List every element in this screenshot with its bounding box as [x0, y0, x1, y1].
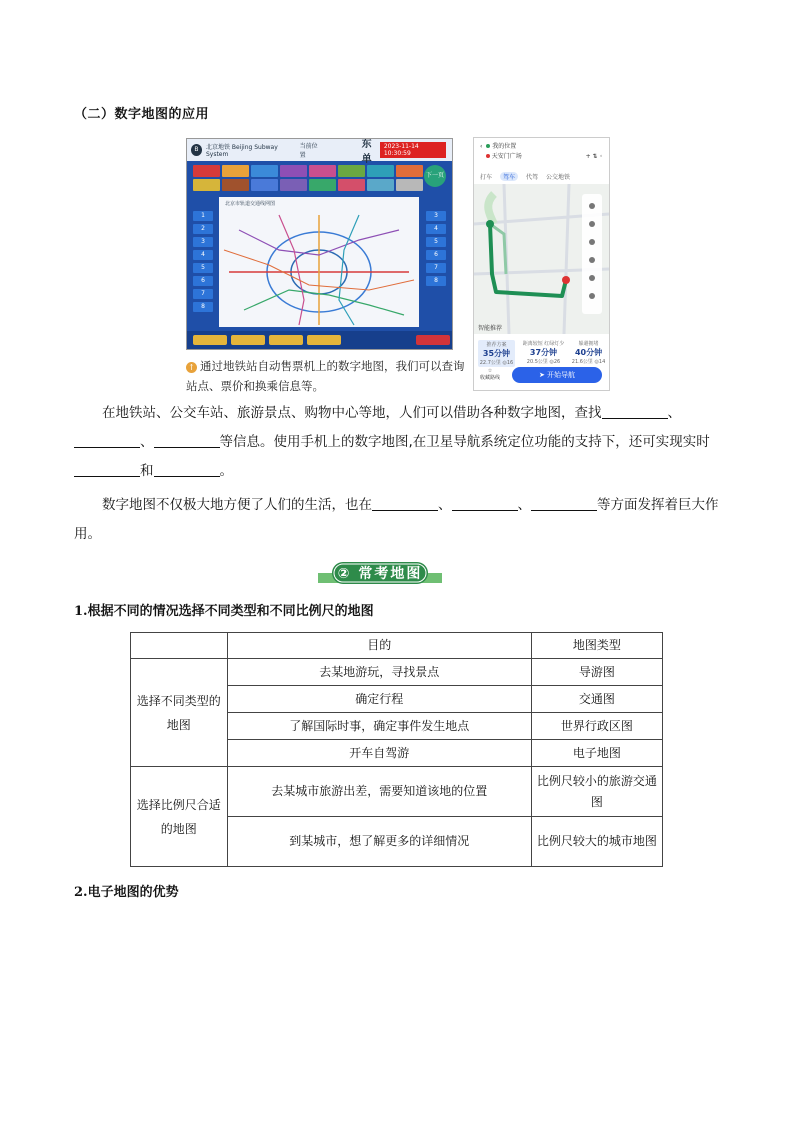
- table-cell-purpose: 了解国际时事，确定事件发生地点: [227, 713, 531, 740]
- table-cell-purpose: 确定行程: [227, 686, 531, 713]
- blank-4: [74, 462, 140, 477]
- tab-drive: 驾车: [500, 172, 518, 181]
- datetime: 2023-11-14 10:30:59: [380, 142, 446, 158]
- route-from: ‹ 我的位置: [480, 143, 517, 150]
- table-header-row: [131, 633, 663, 659]
- image-caption: ↑ 通过地铁站自动售票机上的数字地图，我们可以查询站点、票价和换乘信息等。: [186, 359, 465, 393]
- navigation-arrow-icon: ➤: [538, 371, 545, 379]
- banner-text: ② 常考地图: [337, 566, 423, 582]
- group-map-type: 选择不同类型的地图: [131, 659, 228, 767]
- tab-transit: 公交地铁: [546, 173, 571, 181]
- route-options-panel: [474, 334, 609, 390]
- subway-network-map: [219, 197, 419, 327]
- table-cell-type: 交通图: [531, 686, 662, 713]
- subway-brand: 北京地铁 Beijing Subway System: [205, 144, 278, 158]
- table-cell-purpose: 去某地游玩，寻找景点: [227, 659, 531, 686]
- blank-6: [372, 496, 438, 511]
- caption-arrow-icon: ↑: [186, 362, 197, 373]
- smart-recommend-label: 智能推荐: [478, 325, 503, 332]
- route-options: [474, 334, 609, 367]
- blank-7: [452, 496, 518, 511]
- route-endpoints: [474, 138, 609, 170]
- table-cell-type: 世界行政区图: [531, 713, 662, 740]
- route-option-2: 距离较短 红绿灯少 37分钟 20.5公里 ◎26: [522, 341, 565, 365]
- star-icon: ☆: [487, 368, 493, 374]
- current-location-label: 当前位置: [299, 143, 318, 159]
- question-1-title: 1.根据不同的情况选择不同类型和不同比例尺的地图: [74, 604, 374, 619]
- header-map-type: 地图类型: [531, 633, 662, 659]
- table-cell-purpose: 到某城市，想了解更多的详细情况: [227, 817, 531, 867]
- paragraph-digital-map-uses: 在地铁站、公交车站、旅游景点、购物中心等地，人们可以借助各种数字地图，查找 、、 等信息。使用手机上的数字地图,在卫星导航系统定位功能的支持下，还可实现实时和 。: [74, 399, 724, 486]
- phone-navigation-image: [473, 137, 610, 391]
- subway-ticket-screen-image: [186, 138, 453, 350]
- section-banner: [318, 560, 442, 586]
- route-option-1: 推荐方案 35分钟 22.7公里 ◎16: [479, 342, 514, 366]
- table-cell-type: 比例尺较小的旅游交通图: [531, 767, 662, 817]
- tab-designated-driver: 代驾: [526, 173, 539, 181]
- table-cell-type: 电子地图: [531, 740, 662, 767]
- table-row: [131, 767, 663, 817]
- table-row: [131, 659, 663, 686]
- station-name: 东单: [361, 139, 372, 165]
- fare-buttons-left: 1 2 3 4 5 6 7 8: [193, 211, 213, 312]
- group-scale: 选择比例尺合适的地图: [131, 767, 228, 867]
- paragraph-digital-map-roles: 数字地图不仅极大地方便了人们的生活，也在 、 、 等方面发挥着巨大作用。: [74, 497, 719, 542]
- subway-lines-graphic: [219, 210, 419, 330]
- route-map-graphic: [474, 184, 609, 334]
- subway-line-buttons: [193, 165, 423, 191]
- blank-5: [154, 462, 220, 477]
- blank-2: [74, 433, 140, 448]
- subway-screen-header: [187, 139, 452, 165]
- transport-tabs: [474, 170, 609, 182]
- map-title: 北京市轨道交通线网图: [225, 201, 276, 207]
- subway-screen-footer: [187, 331, 453, 349]
- table-cell-type: 导游图: [531, 659, 662, 686]
- route-to: 天安门广场 + ⇅ ◦: [480, 152, 603, 162]
- next-page-button: 下一页: [424, 165, 446, 187]
- section-title: （二）数字地图的应用: [74, 107, 210, 122]
- blank-8: [531, 496, 597, 511]
- table-cell-purpose: 开车自驾游: [227, 740, 531, 767]
- fare-buttons-right: 3 4 5 6 7 8: [426, 211, 446, 286]
- table-cell-type: 比例尺较大的城市地图: [531, 817, 662, 867]
- header-purpose: 目的: [227, 633, 531, 659]
- tab-taxi: 打车: [480, 173, 493, 181]
- question-2-title: 2.电子地图的优势: [74, 885, 179, 900]
- route-option-3: 躲避拥堵 40分钟 21.6公里 ◎14: [571, 341, 606, 365]
- banner-number: ②: [337, 566, 352, 582]
- blank-3: [154, 433, 220, 448]
- blank-1: [602, 404, 668, 419]
- table-cell-purpose: 去某城市旅游出差，需要知道该地的位置: [227, 767, 531, 817]
- map-selection-table: [130, 632, 663, 867]
- collect-route: ☆ 收藏路线: [480, 368, 501, 381]
- route-map: [474, 184, 609, 334]
- start-navigation-button: ➤ 开始导航: [512, 367, 602, 383]
- subway-logo-icon: B: [191, 144, 202, 156]
